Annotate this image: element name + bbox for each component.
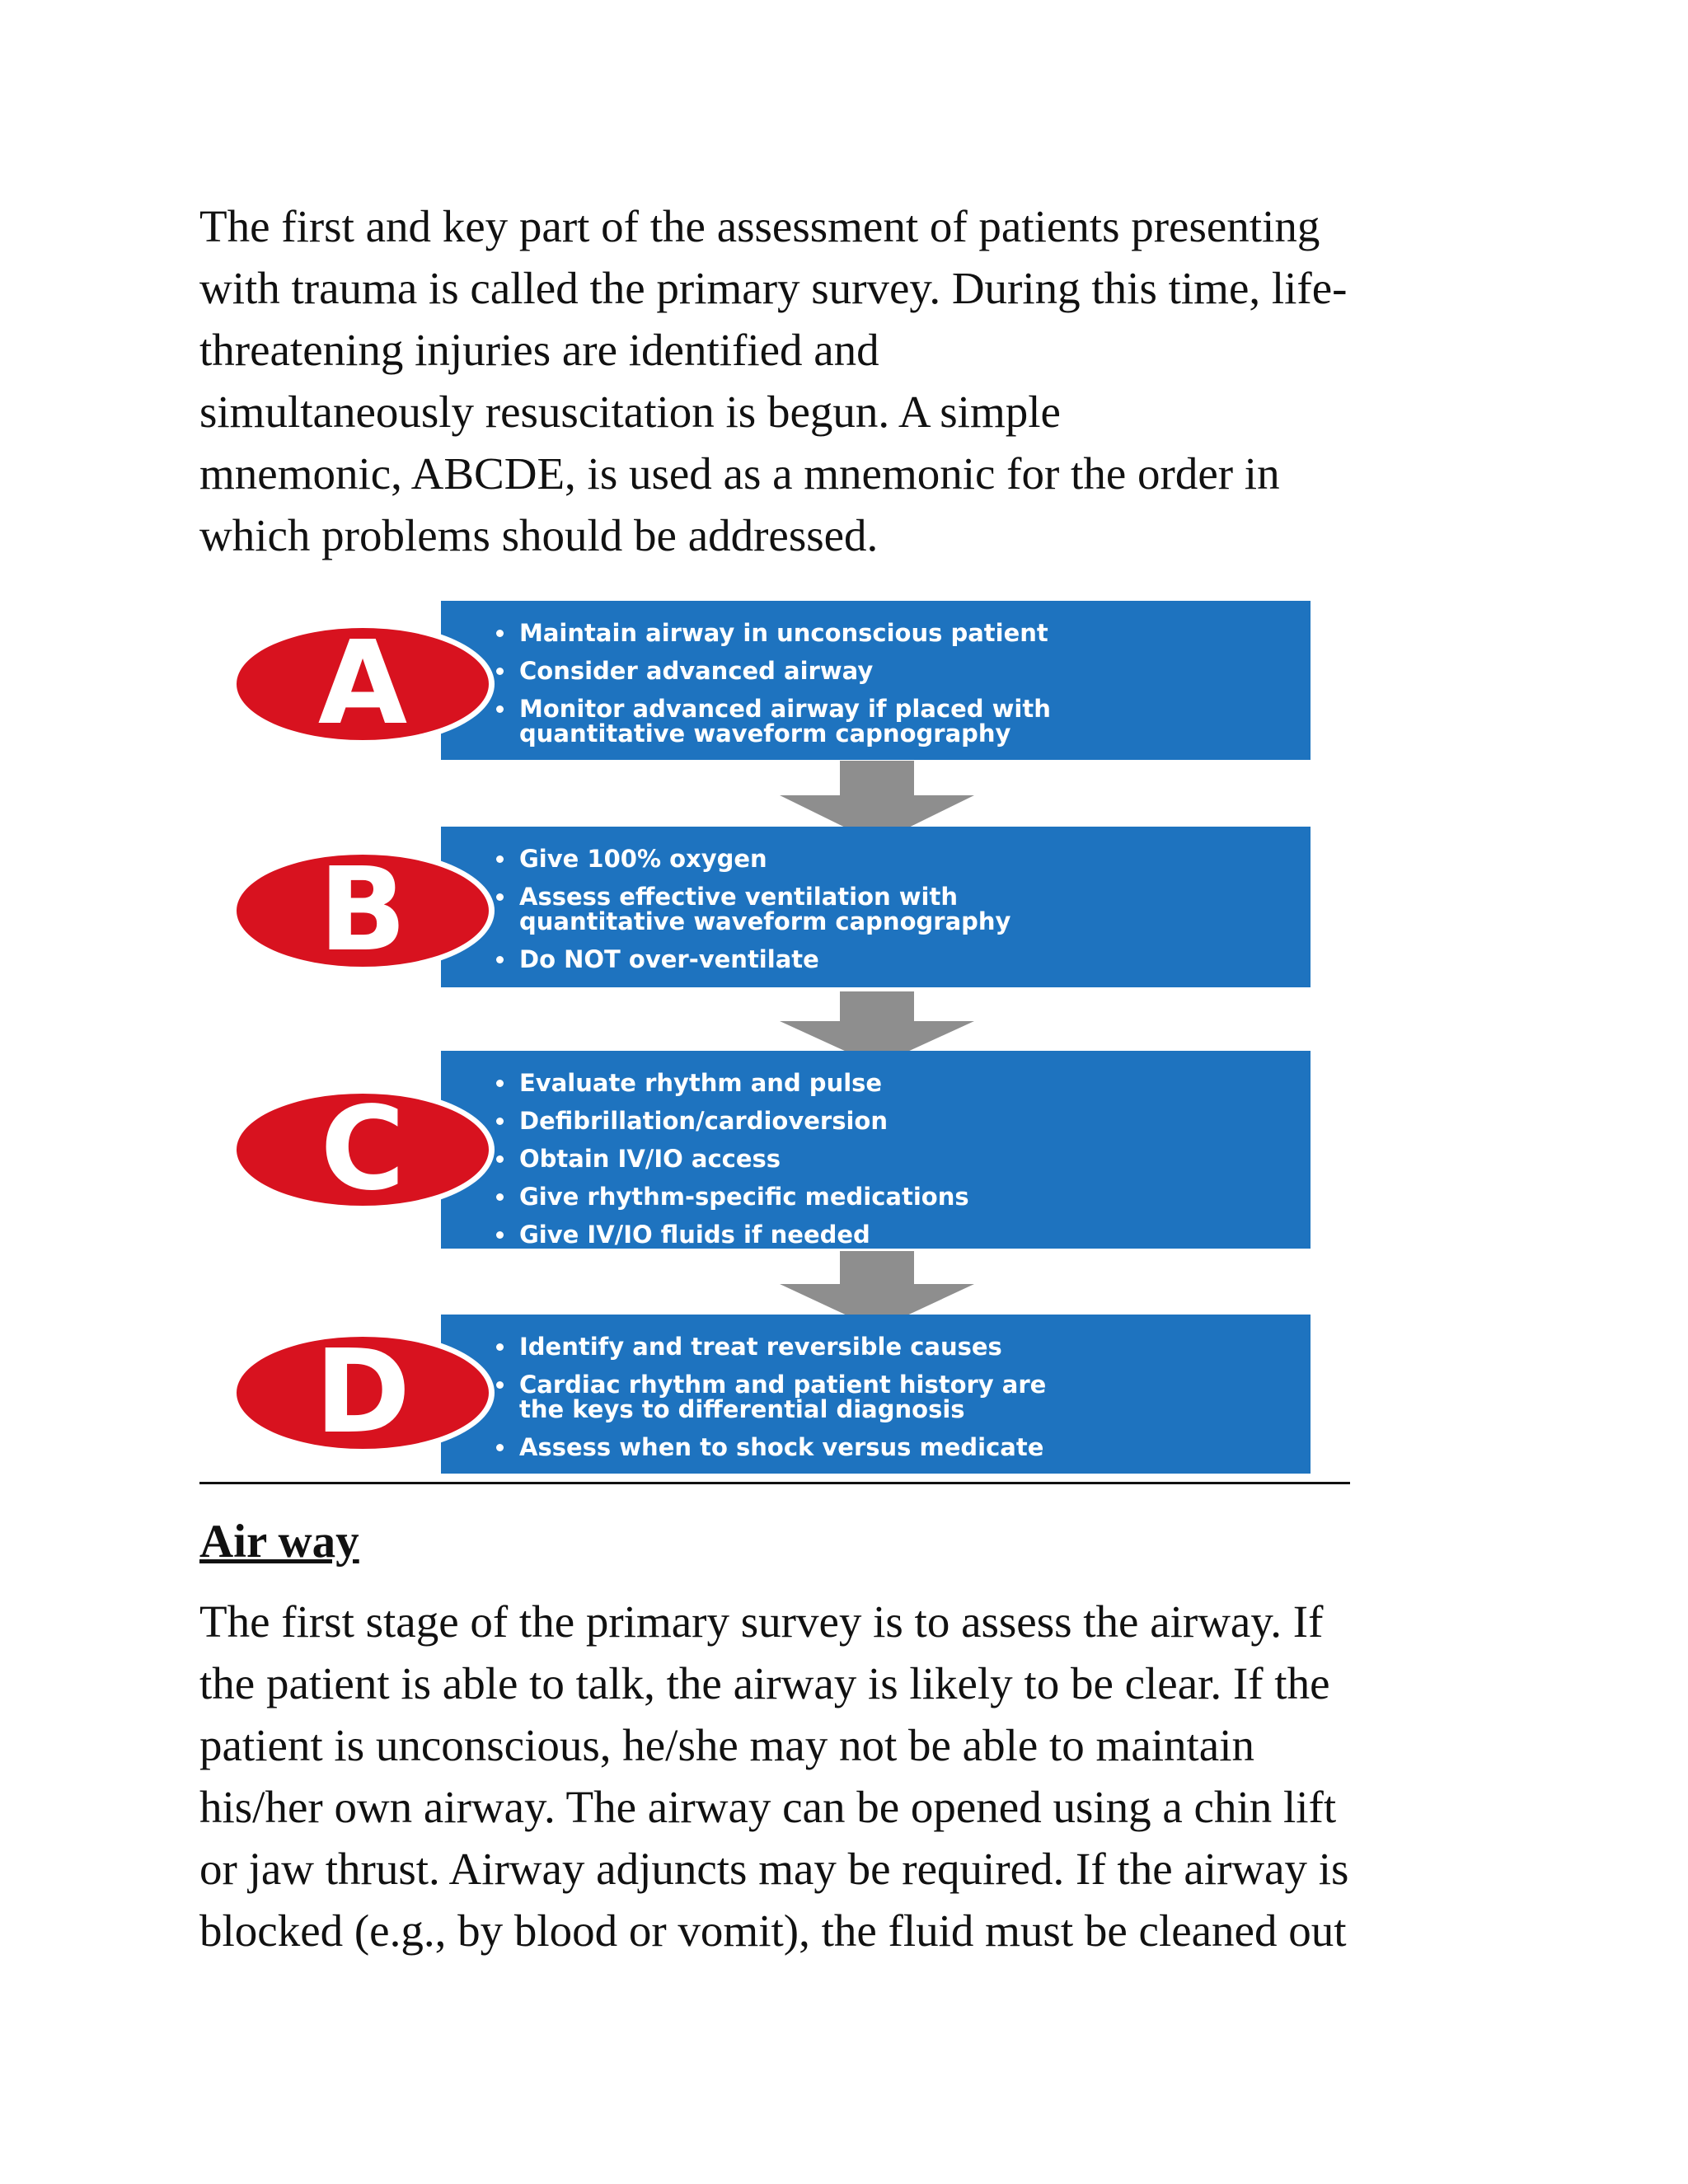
airway-line: his/her own airway. The airway can be opened using a chin lift	[199, 1782, 1337, 1832]
list-item: Defibrillation/cardioversion	[519, 1108, 1286, 1133]
intro-line: mnemonic, ABCDE, is used as a mnemonic for the order in	[199, 448, 1280, 499]
intro-line: which problems should be addressed.	[199, 510, 879, 560]
intro-line: simultaneously resuscitation is begun. A simple	[199, 387, 1061, 437]
intro-line: threatening injuries are identified and	[199, 325, 879, 375]
intro-paragraph	[199, 195, 1485, 566]
step-a-badge: A	[231, 622, 495, 746]
list-item: Assess effective ventilation with quantitative waveform capnography	[519, 884, 1286, 934]
step-d-list	[519, 1334, 1286, 1460]
step-c-list	[519, 1071, 1286, 1247]
list-item: Obtain IV/IO access	[519, 1146, 1286, 1171]
airway-line: The first stage of the primary survey is to assess the airway. If	[199, 1596, 1324, 1647]
list-item: Give 100% oxygen	[519, 846, 1286, 871]
airway-line: or jaw thrust. Airway adjuncts may be required. If the airway is	[199, 1844, 1349, 1894]
abcd-flow-diagram	[231, 598, 1319, 1479]
airway-line: blocked (e.g., by blood or vomit), the fluid must be cleaned out	[199, 1905, 1347, 1956]
section-heading-airway: Air way	[199, 1516, 359, 1568]
step-a-box	[441, 601, 1311, 760]
list-item: Cardiac rhythm and patient history are the keys to differential diagnosis	[519, 1372, 1286, 1422]
list-item: Maintain airway in unconscious patient	[519, 621, 1286, 645]
intro-line: The first and key part of the assessment of patients presenting	[199, 201, 1320, 251]
list-item: Give rhythm-specific medications	[519, 1184, 1286, 1209]
horizontal-rule	[199, 1482, 1350, 1484]
list-item: Consider advanced airway	[519, 658, 1286, 683]
step-b-list	[519, 846, 1286, 972]
step-b-box	[441, 827, 1311, 987]
list-item: Assess when to shock versus medicate	[519, 1435, 1286, 1460]
list-item: Monitor advanced airway if placed with quantitative waveform capnography	[519, 696, 1286, 746]
airway-line: patient is unconscious, he/she may not be able to maintain	[199, 1720, 1254, 1770]
step-c-box	[441, 1051, 1311, 1249]
step-a-list	[519, 621, 1286, 746]
step-c-badge: C	[231, 1088, 495, 1212]
list-item: Evaluate rhythm and pulse	[519, 1071, 1286, 1095]
step-b-badge: B	[231, 849, 495, 972]
list-item: Identify and treat reversible causes	[519, 1334, 1286, 1359]
step-d-badge: D	[231, 1331, 495, 1455]
airway-line: the patient is able to talk, the airway is likely to be clear. If the	[199, 1658, 1330, 1708]
list-item: Give IV/IO fluids if needed	[519, 1222, 1286, 1247]
list-item: Do NOT over-ventilate	[519, 947, 1286, 972]
airway-paragraph	[199, 1591, 1485, 1961]
step-d-box	[441, 1315, 1311, 1474]
intro-line: with trauma is called the primary survey. During this time, life-	[199, 263, 1348, 313]
